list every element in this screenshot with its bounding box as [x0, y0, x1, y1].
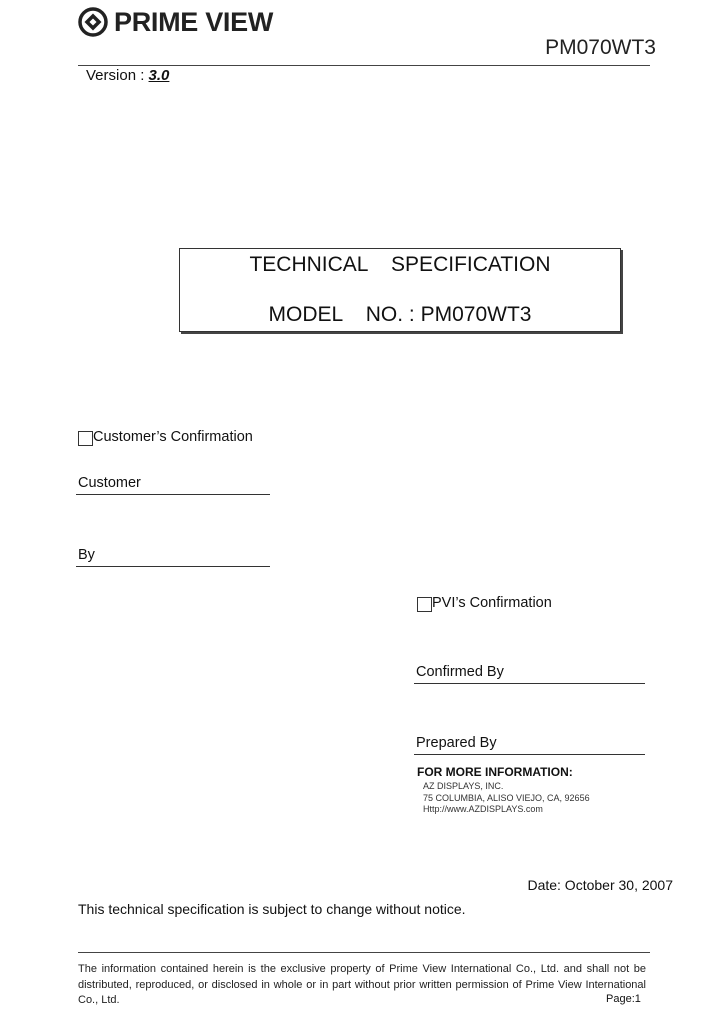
pvi-confirmation-label: PVI’s Confirmation [432, 595, 552, 611]
version-number: 3.0 [148, 67, 170, 84]
customer-confirmation-label: Customer’s Confirmation [93, 429, 253, 445]
model-number: MODEL NO. : PM070WT3 [268, 303, 532, 326]
document-code: PM070WT3 [545, 36, 656, 59]
confirmed-by-signature-line[interactable] [414, 683, 645, 684]
prepared-by-label: Prepared By [416, 735, 497, 751]
header-divider [78, 65, 650, 66]
contact-title: FOR MORE INFORMATION: [417, 765, 573, 779]
page-number: Page:1 [606, 993, 641, 1005]
document-date: Date: October 30, 2007 [527, 877, 673, 893]
pvi-confirmation-checkbox[interactable] [417, 597, 432, 612]
version [86, 67, 169, 84]
brand-name: PRIME VIEW [114, 7, 274, 37]
prime-view-logo-icon [78, 7, 108, 37]
by-label: By [78, 547, 95, 563]
contact-company: AZ DISPLAYS, INC. [423, 781, 504, 791]
title-box [179, 248, 621, 332]
customer-signature-line[interactable] [76, 494, 270, 495]
change-notice: This technical specification is subject to change without notice. [78, 901, 466, 917]
confidentiality-notice: The information contained herein is the exclusive property of Prime View International Co., Ltd. and shall not be distributed, reproduced, or disclosed in whole or in part without prior written permission of Prime View International Co., Ltd. [78, 963, 646, 1006]
brand-logo [78, 6, 273, 38]
prepared-by-signature-line[interactable] [414, 754, 645, 755]
version-label: Version : [86, 67, 149, 84]
contact-website[interactable]: Http://www.AZDISPLAYS.com [423, 804, 543, 814]
confirmed-by-label: Confirmed By [416, 664, 504, 680]
customer-confirmation-checkbox[interactable] [78, 431, 93, 446]
by-signature-line[interactable] [76, 566, 270, 567]
document-title: TECHNICAL SPECIFICATION [249, 253, 551, 276]
customer-label: Customer [78, 475, 141, 491]
contact-address: 75 COLUMBIA, ALISO VIEJO, CA, 92656 [423, 793, 590, 803]
footer-divider [78, 952, 650, 953]
